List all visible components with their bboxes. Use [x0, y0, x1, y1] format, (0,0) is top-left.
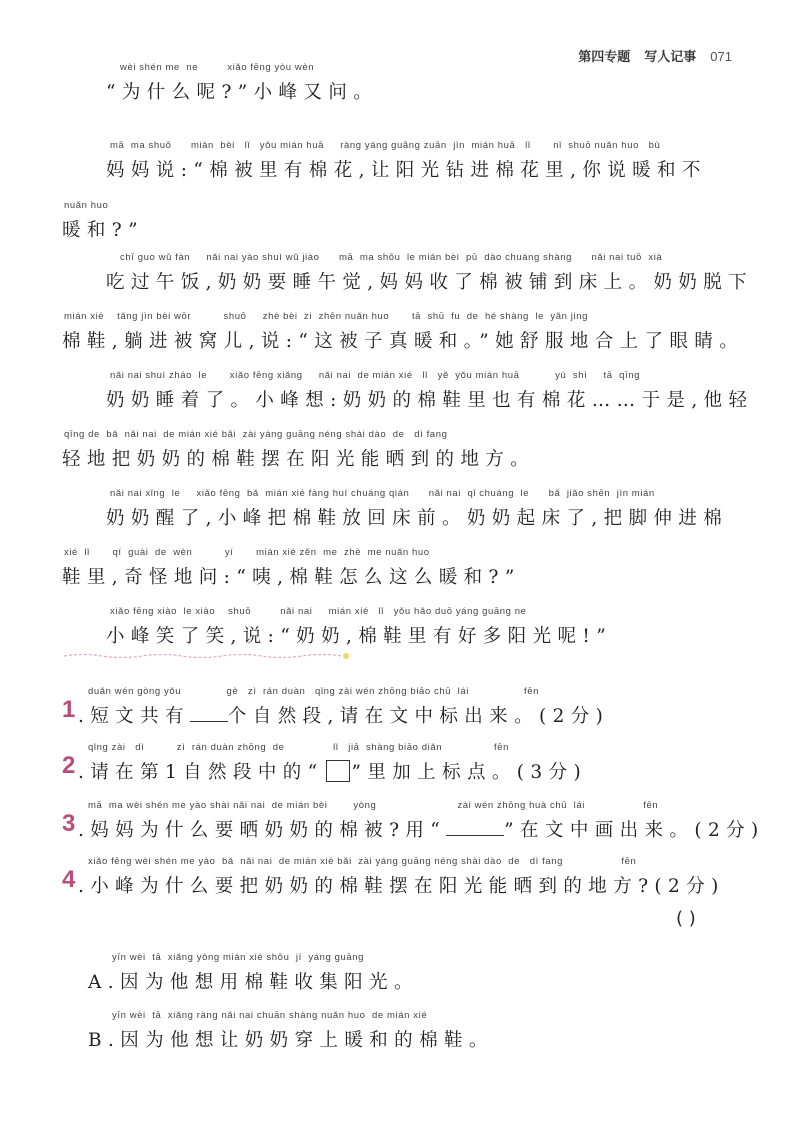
answer-blank[interactable]	[446, 819, 504, 836]
question-pinyin: qǐng zài dì zì rán duàn zhōng de lǐ jiā shàng biāo diǎn fēn	[88, 742, 509, 753]
story-line: 暖和?”	[62, 220, 144, 241]
story-line: “为什么呢?”小峰又问。	[106, 82, 379, 103]
question-text-end: ”在文中画出来。(2分)	[504, 820, 765, 841]
question-text-start: .短文共有	[78, 706, 190, 727]
option-pinyin: yīn wèi tā xiǎng ràng nǎi nai chuān shàng nuǎn huo de mián xié	[112, 1010, 428, 1021]
pinyin-line: xiǎo fēng xiào le xiào shuō nǎi nai mián xié lǐ yǒu hǎo duō yáng guāng ne	[110, 606, 527, 617]
story-line: 轻地把奶奶的棉鞋摆在阳光能晒到的地方。	[62, 449, 536, 470]
question-pinyin: mā ma wèi shén me yào shài nǎi nai de mián bèi yòng zài wén zhōng huà chū lái fēn	[88, 800, 659, 811]
story-line: 妈妈说:“棉被里有棉花,让阳光钻进棉花里,你说暖和不	[106, 160, 707, 181]
story-line: 奶奶睡着了。小峰想:奶奶的棉鞋里也有棉花……于是,他轻	[106, 390, 754, 411]
pinyin-line: mā ma shuō mián bèi lǐ yǒu mián huā ràng yáng guāng zuān jìn mián huā lǐ nǐ shuō nuǎn huo bù	[110, 140, 661, 151]
pinyin-line: xié lǐ qí guài de wèn yí mián xié zěn me zhè me nuǎn huo	[64, 547, 430, 558]
answer-option[interactable]: A.因为他想用棉鞋收集阳光。	[88, 972, 419, 993]
question-text	[78, 758, 587, 784]
question-text-start: .小峰为什么要把奶奶的棉鞋摆在阳光能晒到的地方?(2分)	[78, 876, 725, 897]
pinyin-line: nuǎn huo	[64, 200, 109, 211]
question-text	[78, 872, 725, 898]
question-number: 2	[62, 752, 76, 779]
pinyin-line: chī guo wǔ fàn nǎi nai yào shuì wǔ jiào mā ma shōu le mián bèi pū dào chuáng shàng nǎi nai tuō xià	[120, 252, 663, 263]
question-pinyin: xiǎo fēng wèi shén me yào bǎ nǎi nai de mián xié bǎi zài yáng guāng néng shài dào de dì fang fēn	[88, 856, 637, 867]
story-line: 小峰笑了笑,说:“奶奶,棉鞋里有好多阳光呢!”	[106, 626, 613, 647]
question-text	[78, 816, 765, 842]
question-text-start: .妈妈为什么要晒奶奶的棉被?用“	[78, 820, 447, 841]
answer-blank[interactable]	[190, 705, 228, 722]
question-text	[78, 702, 609, 728]
story-line: 奶奶醒了,小峰把棉鞋放回床前。奶奶起床了,把脚伸进棉	[106, 508, 729, 529]
pinyin-line: wèi shén me ne xiǎo fēng yòu wèn	[120, 62, 315, 73]
punctuation-box[interactable]	[326, 760, 350, 782]
answer-parentheses: ( )	[676, 908, 696, 929]
option-pinyin: yīn wèi tā xiǎng yòng mián xié shōu jí yáng guāng	[112, 952, 365, 963]
pinyin-line: nǎi nai xǐng le xiǎo fēng bǎ mián xié fàng huí chuáng qián nǎi nai qǐ chuáng le bǎ jiǎo shēn jìn mián	[110, 488, 655, 499]
question-text-end: 个自然段,请在文中标出来。(2分)	[227, 706, 610, 727]
pinyin-line: nǎi nai shuì zháo le xiǎo fēng xiǎng nǎi nai de mián xié lǐ yě yǒu mián huā yú shì tā qīng	[110, 370, 641, 381]
story-line: 鞋里,奇怪地问:“咦,棉鞋怎么这么暖和?”	[62, 567, 521, 588]
question-number: 3	[62, 810, 76, 837]
story-line: 棉鞋,躺进被窝儿,说:“这被子真暖和。”她舒服地合上了眼睛。	[62, 331, 745, 352]
decorative-divider	[62, 652, 352, 660]
section-title: 写人记事	[644, 50, 697, 65]
page-number: 071	[710, 49, 732, 64]
question-text-end: ”里加上标点。(3分)	[351, 762, 588, 783]
answer-option[interactable]: B.因为他想让奶奶穿上暖和的棉鞋。	[88, 1030, 494, 1051]
question-number: 1	[62, 696, 76, 723]
pinyin-line: mián xié tǎng jìn bèi wōr shuō zhè bèi zi zhēn nuǎn huo tā shū fu de hé shàng le yǎn jing	[64, 311, 588, 322]
story-line: 吃过午饭,奶奶要睡午觉,妈妈收了棉被铺到床上。奶奶脱下	[106, 272, 754, 293]
question-text-start: .请在第1自然段中的“	[78, 762, 324, 783]
question-pinyin: duǎn wén gòng yǒu gè zì rán duàn qǐng zài wén zhōng biāo chū lái fēn	[88, 686, 540, 697]
section-label: 第四专题	[578, 50, 631, 65]
page-header	[578, 46, 732, 65]
pinyin-line: qīng de bǎ nǎi nai de mián xié bǎi zài yáng guāng néng shài dào de dì fang	[64, 429, 448, 440]
question-number: 4	[62, 866, 76, 893]
